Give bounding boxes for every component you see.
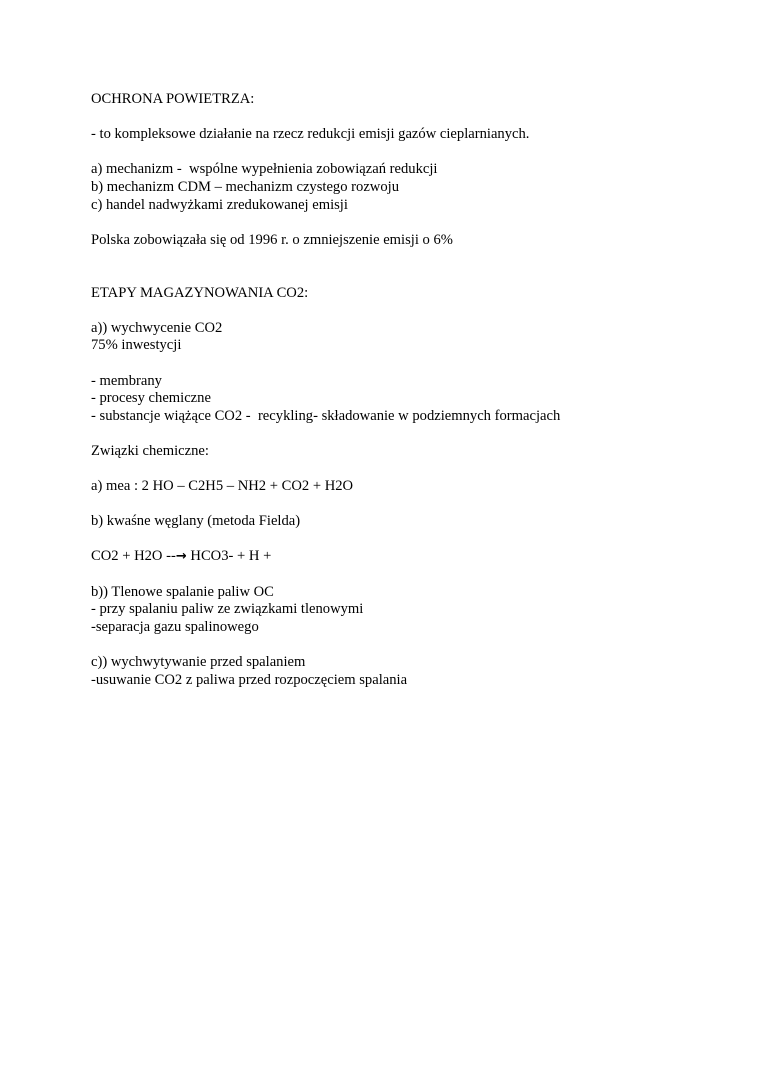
reaction-right: HCO3- + H + (186, 548, 272, 565)
list-item: -usuwanie CO2 z paliwa przed rozpoczęciem spalania (91, 671, 408, 688)
spacer (91, 636, 711, 654)
list-item: - substancje wiążące CO2 - recykling- składowanie w podziemnych formacjach (91, 407, 561, 424)
formula-a-line: a) mea : 2 HO – C2H5 – NH2 + CO2 + H2O (91, 478, 354, 495)
reaction-left: CO2 + H2O -- (91, 548, 176, 565)
spacer (91, 496, 711, 514)
spacer (91, 249, 711, 267)
poland-note: Polska zobowiązała się od 1996 r. o zmniejszenie emisji o 6% (91, 231, 453, 248)
spacer (91, 355, 711, 373)
document-body (91, 91, 711, 689)
list-item: - procesy chemiczne (91, 390, 211, 407)
stage-c-line: c)) wychwytywanie przed spalaniem (91, 654, 306, 670)
spacer (91, 425, 711, 443)
list-item: - membrany (91, 372, 162, 389)
right-arrow-icon: → (175, 549, 187, 565)
reaction-line (91, 548, 711, 566)
spacer (91, 302, 711, 320)
list-item: - przy spalaniu paliw ze związkami tlenowymi (91, 601, 364, 618)
spacer (91, 267, 711, 285)
spacer (91, 531, 711, 549)
intro-line: - to kompleksowe działanie na rzecz redukcji emisji gazów cieplarnianych. (91, 126, 530, 143)
list-item: c) handel nadwyżkami zredukowanej emisji (91, 196, 348, 213)
compounds-heading: Związki chemiczne: (91, 442, 209, 459)
formula-b-line: b) kwaśne węglany (metoda Fielda) (91, 513, 301, 530)
stage-a-line: a)) wychwycenie CO2 (91, 319, 223, 336)
spacer (91, 460, 711, 478)
list-item: -separacja gazu spalinowego (91, 618, 259, 635)
stage-a-note: 75% inwestycji (91, 337, 182, 354)
section-heading-air-protection: OCHRONA POWIETRZA: (91, 91, 255, 107)
spacer (91, 566, 711, 584)
list-item: b) mechanizm CDM – mechanizm czystego rozwoju (91, 178, 399, 195)
list-item: a) mechanizm - wspólne wypełnienia zobowiązań redukcji (91, 161, 438, 178)
spacer (91, 144, 711, 162)
spacer (91, 109, 711, 127)
spacer (91, 214, 711, 232)
section-heading-co2-storage: ETAPY MAGAZYNOWANIA CO2: (91, 284, 309, 301)
stage-b-line: b)) Tlenowe spalanie paliw OC (91, 583, 274, 600)
